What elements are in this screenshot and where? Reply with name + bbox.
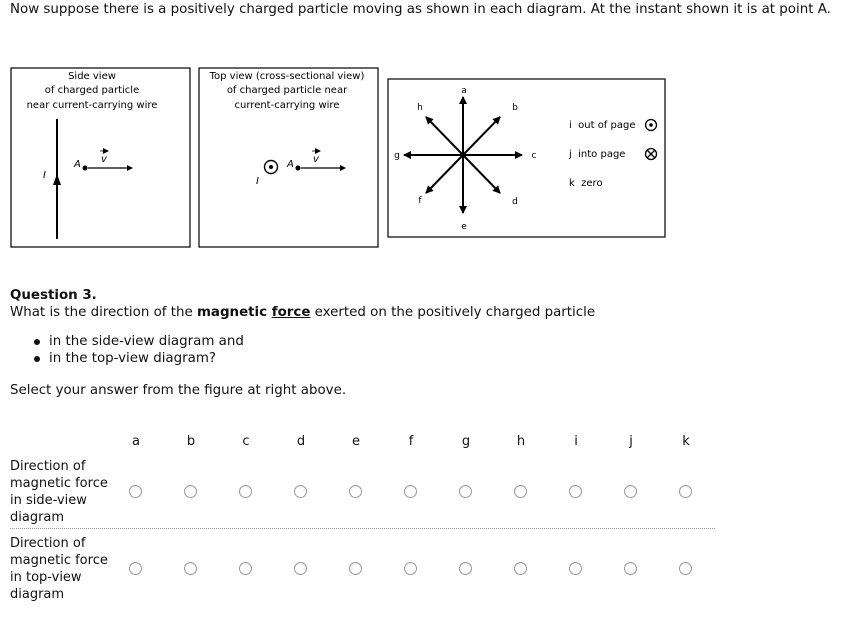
top-point-a-label: A: [287, 159, 294, 170]
radio-top-a[interactable]: [129, 562, 142, 575]
legend-out-of-page: i out of page: [569, 120, 636, 131]
radio-side-b[interactable]: [184, 485, 197, 498]
col-head-h: h: [516, 434, 526, 449]
col-head-g: g: [461, 434, 471, 449]
radio-side-e[interactable]: [349, 485, 362, 498]
arrow-label-c: c: [531, 151, 537, 161]
radio-top-k[interactable]: [679, 562, 692, 575]
col-head-e: e: [352, 434, 360, 449]
col-head-j: j: [629, 434, 633, 449]
radio-top-i[interactable]: [569, 562, 582, 575]
question-title: Question 3.: [10, 288, 97, 303]
radio-side-g[interactable]: [459, 485, 472, 498]
radio-top-f[interactable]: [404, 562, 417, 575]
wire-out-of-page-dot: [269, 165, 273, 169]
side-view-title-1: Side view: [68, 71, 116, 82]
particle-dot: [83, 166, 88, 171]
velocity-label: v: [101, 154, 107, 165]
point-a-label: A: [74, 159, 81, 170]
radio-side-k[interactable]: [679, 485, 692, 498]
radio-side-d[interactable]: [294, 485, 307, 498]
radio-top-b[interactable]: [184, 562, 197, 575]
instruction-text: Select your answer from the figure at right above.: [10, 383, 347, 398]
radio-side-c[interactable]: [239, 485, 252, 498]
radio-side-j[interactable]: [624, 485, 637, 498]
side-view-title-2: of charged particle: [44, 85, 140, 96]
radio-top-e[interactable]: [349, 562, 362, 575]
top-view-title-2: of charged particle near: [226, 85, 348, 96]
radio-top-g[interactable]: [459, 562, 472, 575]
intro-text: Now suppose there is a positively charged particle moving as shown in each diagram. At the instant shown it is at point A.: [10, 2, 831, 17]
radio-side-i[interactable]: [569, 485, 582, 498]
radio-top-d[interactable]: [294, 562, 307, 575]
bullet-top-view: in the top-view diagram?: [34, 350, 244, 367]
row-label-top-view: Direction of magnetic force in top-view diagram: [10, 536, 108, 602]
top-particle-dot: [296, 166, 301, 171]
side-view-title-3: near current-carrying wire: [26, 100, 158, 111]
col-head-k: k: [682, 434, 690, 449]
question-bullets: [34, 333, 244, 367]
top-velocity-label: v: [313, 154, 319, 165]
radio-side-h[interactable]: [514, 485, 527, 498]
bullet-side-view: in the side-view diagram and: [34, 333, 244, 350]
radio-side-f[interactable]: [404, 485, 417, 498]
col-head-b: b: [186, 434, 196, 449]
top-view-title-1: Top view (cross-sectional view): [209, 71, 365, 82]
col-head-i: i: [574, 434, 578, 449]
col-head-f: f: [408, 434, 414, 449]
arrow-label-d: d: [512, 197, 518, 207]
side-view-diagram: [11, 68, 190, 247]
question-text: What is the direction of the magnetic force exerted on the positively charged particle: [10, 305, 596, 320]
legend-zero: k zero: [569, 178, 603, 189]
top-view-title-3: current-carrying wire: [234, 100, 340, 111]
col-head-c: c: [242, 434, 250, 449]
arrow-label-f: f: [418, 196, 422, 206]
top-current-label: I: [256, 176, 259, 187]
arrow-label-g: g: [394, 151, 400, 161]
top-view-diagram: [199, 68, 378, 247]
radio-top-c[interactable]: [239, 562, 252, 575]
arrow-label-a: a: [461, 86, 467, 96]
arrow-label-e: e: [461, 222, 467, 232]
arrow-label-h: h: [417, 103, 423, 113]
arrow-label-b: b: [512, 103, 518, 113]
col-head-d: d: [296, 434, 306, 449]
current-label: I: [43, 170, 46, 181]
legend-into-page: j into page: [569, 149, 626, 160]
question-block: [10, 287, 710, 321]
radio-side-a[interactable]: [129, 485, 142, 498]
row-label-side-view: Direction of magnetic force in side-view diagram: [10, 459, 108, 525]
diagrams-figure: [0, 0, 863, 260]
col-head-a: a: [132, 434, 140, 449]
radio-top-h[interactable]: [514, 562, 527, 575]
radio-top-j[interactable]: [624, 562, 637, 575]
row-divider: [10, 528, 715, 529]
direction-key-diagram: [388, 79, 665, 237]
